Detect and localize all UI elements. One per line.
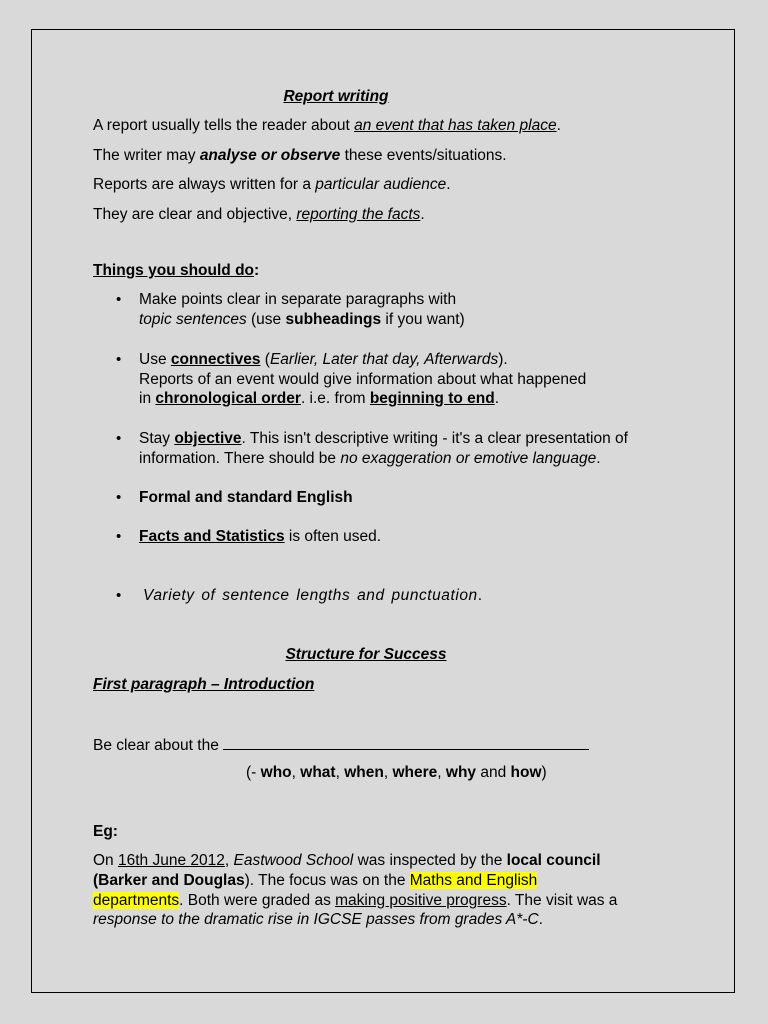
bullet-icon: • xyxy=(116,489,122,506)
bullet-icon: • xyxy=(116,351,122,368)
intro-line-1: A report usually tells the reader about an event that has taken place. xyxy=(93,117,561,134)
fill-in-blank[interactable] xyxy=(223,734,589,750)
highlight: departments xyxy=(93,892,180,909)
first-paragraph-heading: First paragraph – Introduction xyxy=(93,676,315,693)
bullet-icon: • xyxy=(116,291,122,308)
things-heading: Things you should do: xyxy=(93,262,260,279)
eg-label: Eg: xyxy=(93,823,118,840)
intro-line-2: The writer may analyse or observe these events/situations. xyxy=(93,147,507,164)
document-page xyxy=(31,29,735,993)
example-line-4: response to the dramatic rise in IGCSE passes from grades A*-C. xyxy=(93,911,543,928)
bullet-3-line-1: Stay objective. This isn't descriptive writing - it's a clear presentation of xyxy=(139,430,628,447)
bullet-2-line-3: in chronological order. i.e. from beginning to end. xyxy=(139,390,499,407)
bullet-3-line-2: information. There should be no exaggeration or emotive language. xyxy=(139,450,601,467)
highlight: Maths and English xyxy=(409,872,538,889)
structure-heading: Structure for Success xyxy=(285,646,447,663)
bullet-2-line-1: Use connectives (Earlier, Later that day, Afterwards). xyxy=(139,351,508,368)
example-line-3: departments. Both were graded as making positive progress. The visit was a xyxy=(93,892,618,909)
bullet-icon: • xyxy=(116,587,122,604)
bullet-4-text: Formal and standard English xyxy=(139,489,353,506)
bullet-6-text: Variety of sentence lengths and punctuation. xyxy=(143,587,483,604)
wh-questions: (- who, what, when, where, why and how) xyxy=(246,764,547,781)
page-title: Report writing xyxy=(283,88,389,105)
bullet-2-line-2: Reports of an event would give information about what happened xyxy=(139,371,587,388)
intro-line-3: Reports are always written for a particular audience. xyxy=(93,176,451,193)
bullet-1-line-2: topic sentences (use subheadings if you want) xyxy=(139,311,465,328)
bullet-1-line-1: Make points clear in separate paragraphs with xyxy=(139,291,457,308)
bullet-5-text: Facts and Statistics is often used. xyxy=(139,528,382,545)
example-line-2: (Barker and Douglas). The focus was on the Maths and English xyxy=(93,872,538,889)
example-line-1: On 16th June 2012, Eastwood School was inspected by the local council xyxy=(93,852,601,869)
bullet-icon: • xyxy=(116,528,122,545)
be-clear-line: Be clear about the xyxy=(93,734,589,756)
intro-line-4: They are clear and objective, reporting the facts. xyxy=(93,206,425,223)
bullet-icon: • xyxy=(116,430,122,447)
